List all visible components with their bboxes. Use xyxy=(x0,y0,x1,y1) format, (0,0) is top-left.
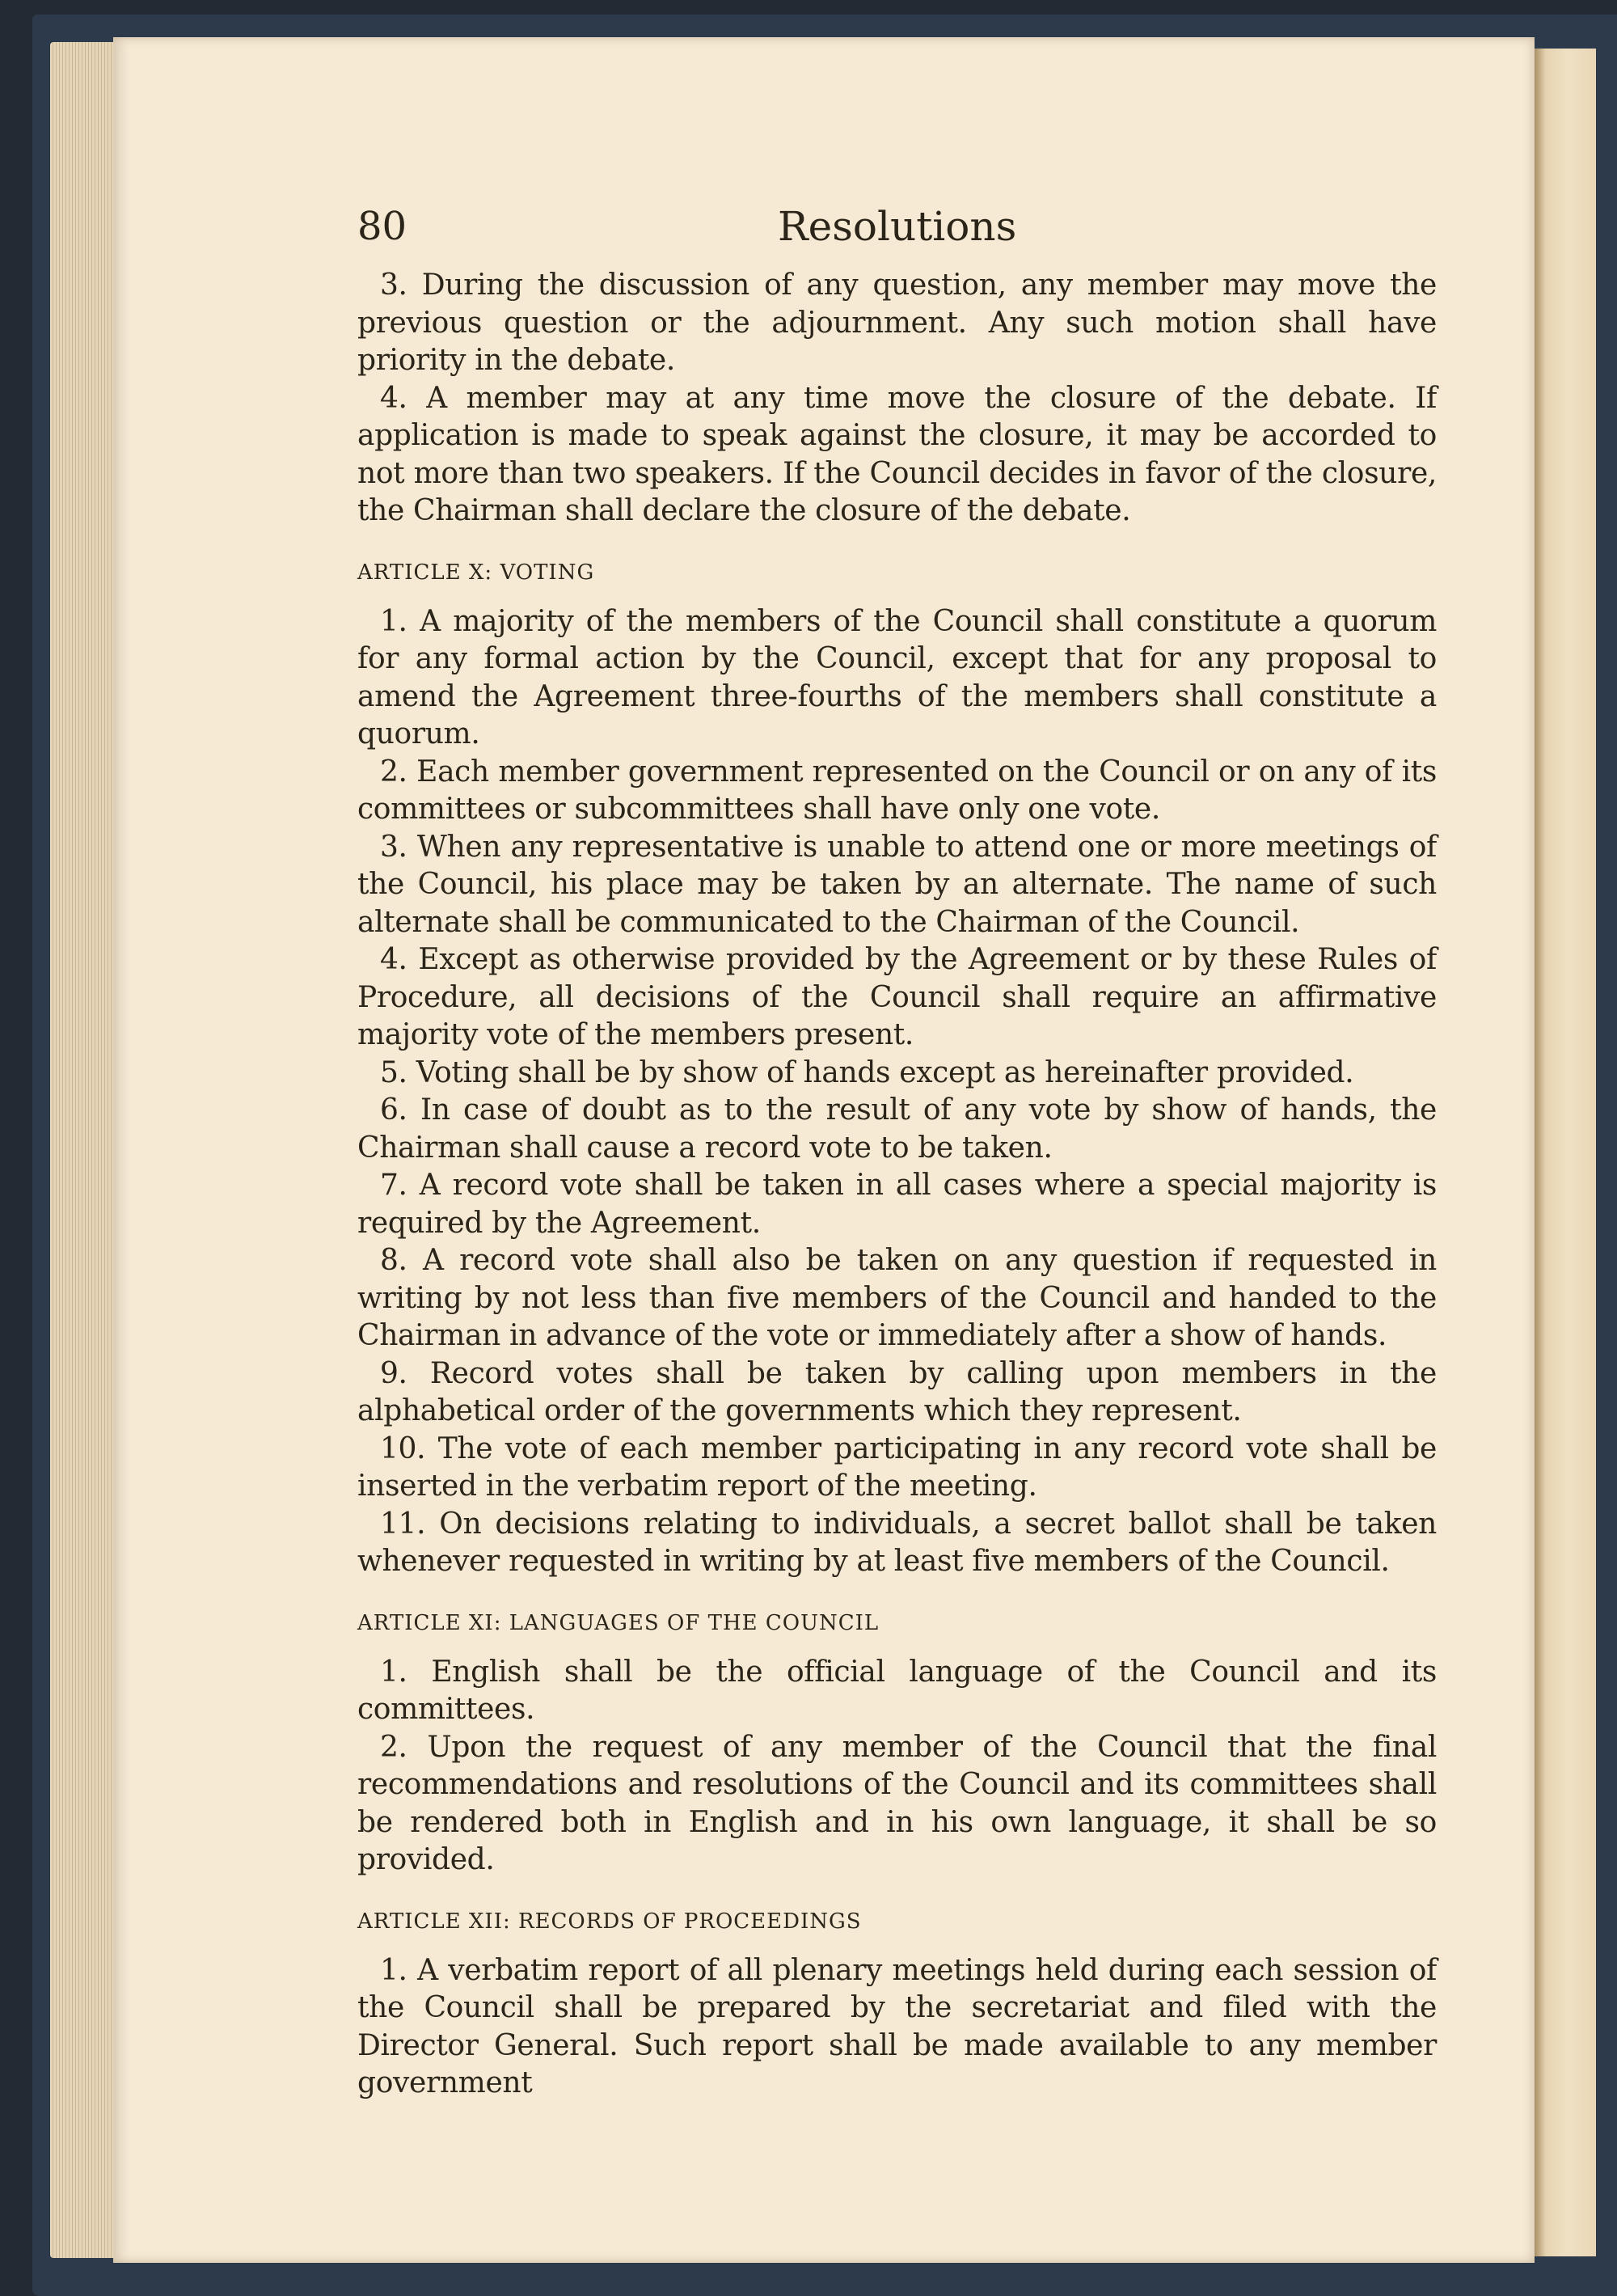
paragraph: 10. The vote of each member participating in any record vote shall be inserted in the verbatim report of the meeting. xyxy=(357,1431,1437,1503)
page-edges xyxy=(50,42,121,2258)
paragraph: 3. When any representative is unable to attend one or more meetings of the Council, his place may be taken by an alternate. The name of such alternate shall be communicated to the Chairman of the Council. xyxy=(357,830,1437,939)
paragraph: 7. A record vote shall be taken in all cases where a special majority is required by the Agreement. xyxy=(357,1169,1437,1240)
paragraph: 9. Record votes shall be taken by calling upon members in the alphabetical order of the governments which they represent. xyxy=(357,1356,1437,1427)
article-heading: ARTICLE XII: RECORDS OF PROCEEDINGS xyxy=(357,1909,862,1934)
article-heading: ARTICLE X: VOTING xyxy=(357,560,595,585)
paragraph: 2. Upon the request of any member of the Council that the final recommendations and resolutions of the Council and its committees shall be rendered both in English and in his own language, it shall be so provided. xyxy=(357,1730,1437,1876)
paragraph: 3. During the discussion of any question, any member may move the previous question or the adjournment. Any such motion shall have priority in the debate. xyxy=(357,269,1437,377)
page-number: 80 xyxy=(357,204,407,249)
paragraph: 2. Each member government represented on the Council or on any of its committees or subcommittees shall have only one vote. xyxy=(357,755,1437,826)
running-head xyxy=(357,202,1437,259)
paragraph: 8. A record vote shall also be taken on any question if requested in writing by not less than five members of the Council and handed to the Chairman in advance of the vote or immediately after a show of hands. xyxy=(357,1244,1437,1352)
paragraph: 6. In case of doubt as to the result of any vote by show of hands, the Chairman shall cause a record vote to be taken. xyxy=(357,1093,1437,1165)
paragraph: 4. A member may at any time move the closure of the debate. If application is made to speak against the closure, it may be accorded to not more than two speakers. If the Council decides in favor of the closure, the Chairman shall declare the closure of the debate. xyxy=(357,381,1437,527)
paragraph: 4. Except as otherwise provided by the Agreement or by these Rules of Procedure, all decisions of the Council shall require an affirmative majority vote of the members present. xyxy=(357,943,1437,1051)
running-title: Resolutions xyxy=(778,203,1017,250)
article-heading: ARTICLE XI: LANGUAGES OF THE COUNCIL xyxy=(357,1610,880,1635)
paragraph: 1. A majority of the members of the Council shall constitute a quorum for any formal action by the Council, except that for any proposal to amend the Agreement three-fourths of the members shall constitute a quorum. xyxy=(357,604,1437,751)
paragraph: 11. On decisions relating to individuals, a secret ballot shall be taken whenever requested in writing by at least five members of the Council. xyxy=(357,1507,1437,1578)
paragraph: 1. English shall be the official language of the Council and its committees. xyxy=(357,1655,1437,1726)
next-page-edge xyxy=(1535,49,1596,2256)
paragraph: 5. Voting shall be by show of hands except as hereinafter provided. xyxy=(380,1055,1354,1089)
paragraph: 1. A verbatim report of all plenary meetings held during each session of the Council shall be prepared by the secretariat and filed with the Director General. Such report shall be made available to any member government xyxy=(357,1953,1437,2099)
page-text xyxy=(357,202,1437,2103)
